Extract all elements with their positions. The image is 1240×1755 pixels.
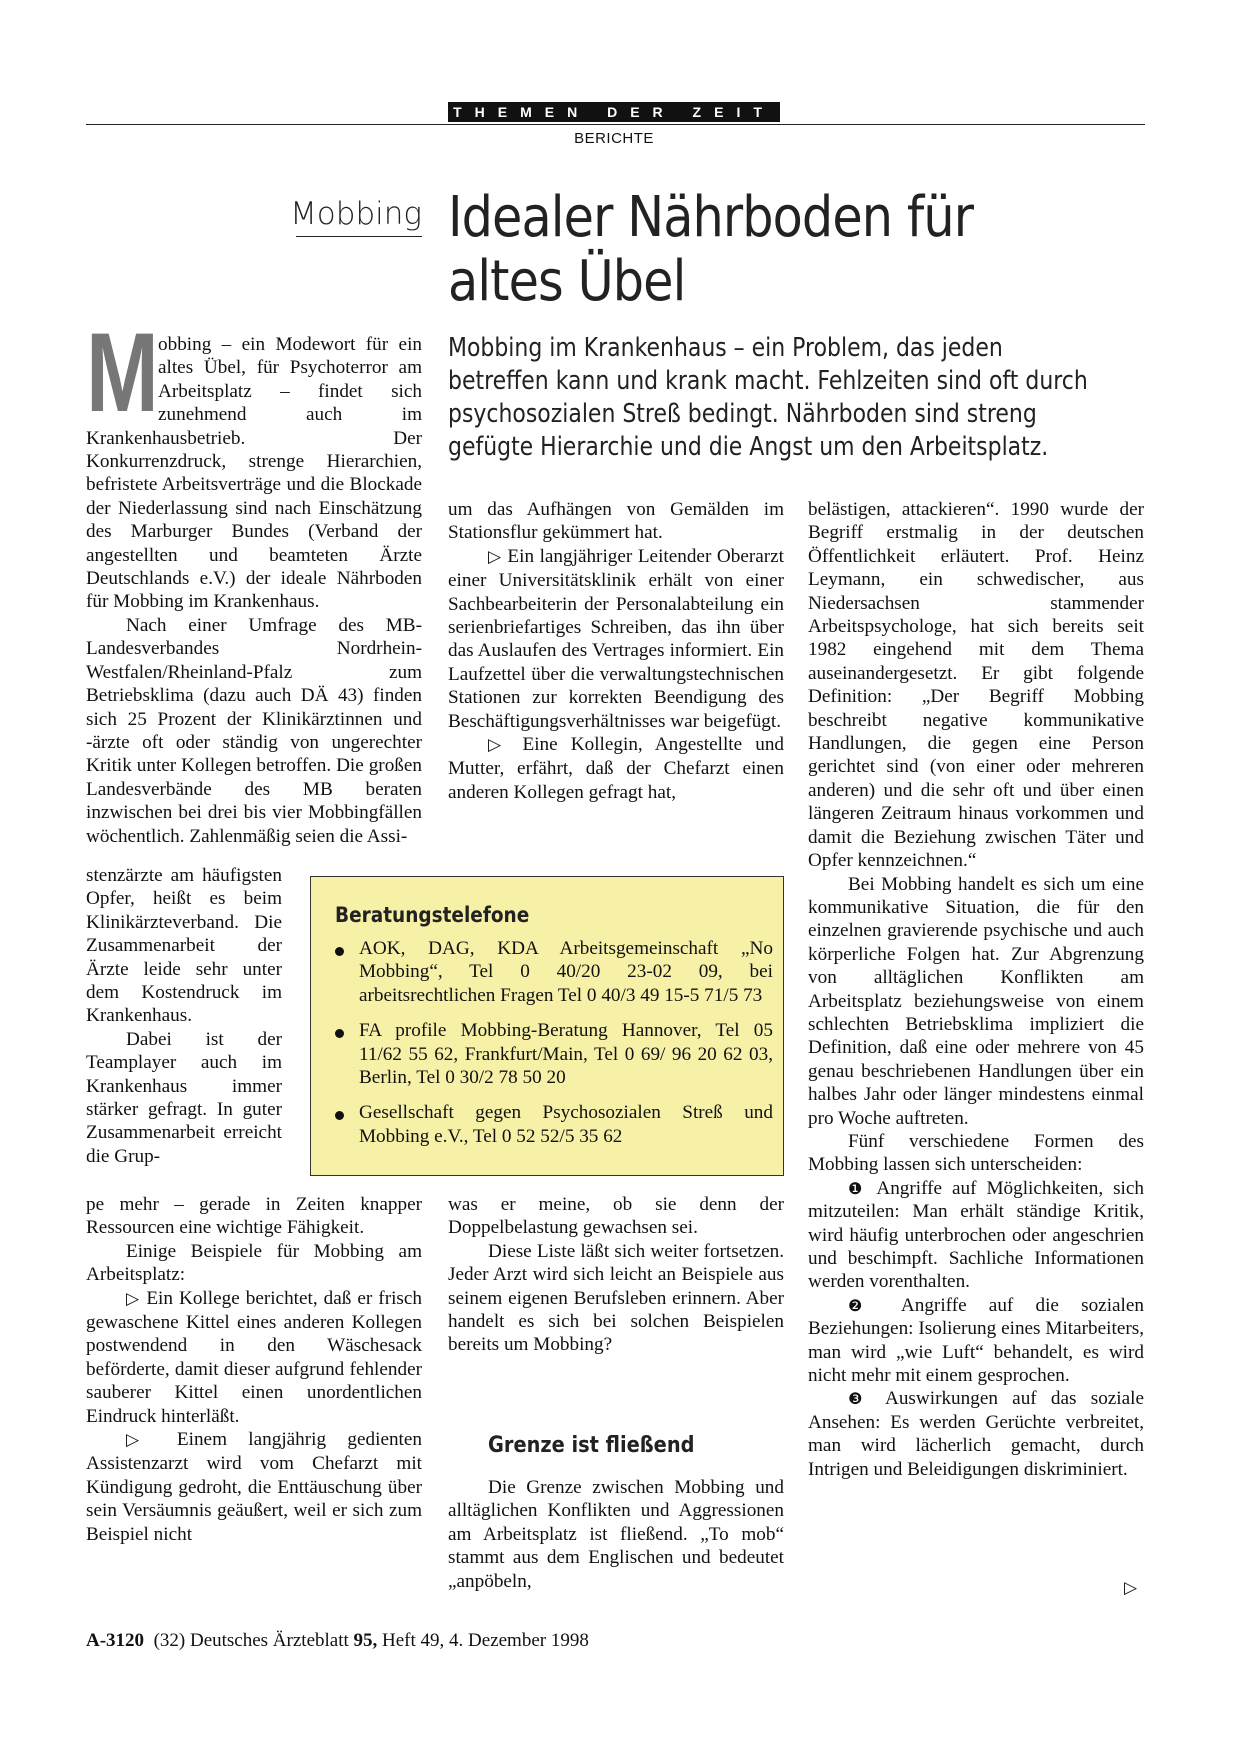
column-1-wrap <box>86 864 282 1168</box>
page-footer <box>86 1630 589 1652</box>
section-rubric: THEMEN DER ZEIT <box>448 102 780 122</box>
list-item-text: Angriffe auf Möglichkeiten, sich mitzuteilen: Man erhält ständige Kritik, wird häufig unterbrochen oder angeschrien und beschimpft. Sachliche Informationen werden vorenthalten. <box>808 1177 1144 1293</box>
number-one-icon: ❶ <box>848 1178 868 1198</box>
footer-publication: (32) Deutsches Ärzteblatt <box>153 1630 349 1651</box>
footer-volume: 95, <box>353 1630 378 1651</box>
hotline-text: FA profile Mobbing-Beratung Hannover, Tel 05 11/62 55 62, Frankfurt/Main, Tel 0 69/ 96 20 62 03, Berlin, Tel 0 30/2 78 50 20 <box>359 1020 773 1089</box>
list-item-text: Auswirkungen auf das soziale Ansehen: Es werden Gerüchte verbreitet, man wird lächerlich gemacht, durch Intrigen und Beleidigungen diskriminiert. <box>808 1388 1144 1480</box>
paragraph: Dabei ist der Teamplayer auch im Krankenhaus immer stärker gefragt. In guter Zusammenarbeit erreicht die Grup- <box>86 1028 282 1167</box>
paragraph: stenzärzte am häufigsten Opfer, heißt es beim Klinikärzteverband. Die Zusammenarbeit der Ärzte leide sehr unter dem Kostendruck im Krankenhaus. <box>86 865 282 1027</box>
section-subrubric: BERICHTE <box>574 130 654 147</box>
hotline-list <box>335 937 773 1160</box>
number-three-icon: ❸ <box>848 1389 872 1409</box>
list-item <box>808 1294 1144 1388</box>
list-item <box>808 1177 1144 1294</box>
paragraph <box>86 310 422 614</box>
triangle-marker-icon: ▷ <box>488 546 502 567</box>
article-lead: Mobbing im Krankenhaus – ein Problem, das jeden betreffen kann und krank macht. Fehlzeiten sind oft durch psychosozialen Streß bedingt. Nährboden sind streng gefügte Hierarchie und die Angst um den Arbeitsplatz. <box>448 333 1088 462</box>
list-item <box>808 1387 1144 1481</box>
paragraph: Die Grenze zwischen Mobbing und alltäglichen Konflikten und Aggressionen am Arbeitsplatz ist fließend. „To mob“ stammt aus dem Englischen und bedeutet „anpöbeln, <box>448 1477 784 1592</box>
paragraph-text: Einem langjährig gedienten Assistenzarzt wird vom Chefarzt mit Kündigung gedroht, die Enttäuschung über sein Versäumnis geäußert, weil er sich zum Beispiel nicht <box>86 1429 422 1545</box>
column-2-bottom <box>448 1193 784 1357</box>
paragraph: Diese Liste läßt sich weiter fortsetzen. Jeder Arzt wird sich leicht an Beispiele aus seinem eigenen Berufsleben erinnern. Aber handelt es sich bei solchen Beispielen bereits um Mobbing? <box>448 1240 784 1356</box>
footer-issue: Heft 49, 4. Dezember 1998 <box>382 1630 589 1651</box>
bullet-icon <box>335 947 344 956</box>
paragraph <box>86 1287 422 1428</box>
column-1-bottom <box>86 1193 422 1546</box>
paragraph-text: Ein Kollege berichtet, daß er frisch gewaschene Kittel eines anderen Kollegen postwendend in den Wäschesack beförderte, damit dieser aufgrund fehlender sauberer Kittel einen unordentlichen Eindruck hinterläßt. <box>86 1287 422 1427</box>
drop-cap: M <box>86 310 159 435</box>
headline-line-2: altes Übel <box>448 249 686 314</box>
continue-triangle-icon: ▷ <box>1124 1578 1138 1598</box>
paragraph: Bei Mobbing handelt es sich um eine kommunikative Situation, die für den einzelnen gravierende psychische und auch körperliche Folgen hat. Zur Abgrenzung von alltäglichen Konflikten am Arbeitsplatz beziehungsweise von einem schlechten Betriebsklima impliziert die Definition, daß eine oder mehrere von 45 genau beschriebenen Handlungen über ein halbes Jahr oder länger mindestens einmal pro Woche auftreten. <box>808 873 1144 1129</box>
box-title: Beratungstelefone <box>335 903 530 927</box>
headline-line-1: Idealer Nährboden für <box>448 185 974 250</box>
hotline-box <box>310 876 784 1176</box>
bullet-icon <box>335 1111 344 1120</box>
triangle-marker-icon: ▷ <box>126 1288 141 1309</box>
column-2-end <box>448 1476 784 1593</box>
paragraph-text: obbing – ein Modewort für ein altes Übel, für Psychoterror am Arbeitsplatz – findet sich zunehmend auch im Krankenhausbetrieb. Der Konkurrenzdruck, strenge Hierarchien, befristete Arbeitsverträge und die Blockade der Niederlassung sind nach Einschätzung des Marburger Bundes (Verband der angestellten und beamteten Ärzte Deutschlands e.V.) der ideale Nährboden für Mobbing im Krankenhaus. <box>86 334 422 613</box>
paragraph-text: Ein langjähriger Leitender Oberarzt einer Universitätsklinik erhält von einer Sachbearbeiterin der Personalabteilung ein serienbriefartiges Schreiben, das ihn über das Auslaufen des Vertrages informiert. Ein Laufzettel über die verwaltungstechnischen Stationen zur korrekten Beendigung des Beschäftigungsverhältnisses war beigefügt. <box>448 545 784 732</box>
paragraph: belästigen, attackieren“. 1990 wurde der Begriff erstmalig in der deutschen Öffentlichkeit erläutert. Prof. Heinz Leymann, ein schwedischer, aus Niedersachsen stammender Arbeitspsychologe, hat sich bereits seit 1982 eingehend mit dem Thema auseinandergesetzt. Er gibt folgende Definition: „Der Begriff Mobbing beschreibt negative kommunikative Handlungen, die gegen eine Person gerichtet sind (von einer oder mehreren anderen) und die sehr oft und über einen längeren Zeitraum hinaus vorkommen und damit die Beziehung zwischen Täter und Opfer kennzeichnen.“ <box>808 499 1144 872</box>
paragraph: Nach einer Umfrage des MB-Landesverbandes Nordrhein-Westfalen/Rheinland-Pfalz zum Betriebsklima (dazu auch DÄ 43) finden sich 25 Prozent der Klinikärztinnen und -ärzte oft oder ständig von ungerechter Kritik unter Kollegen betroffen. Die großen Landesverbände des MB beraten inzwischen bei drei bis vier Mobbingfällen wöchentlich. Zahlenmäßig seien die Assi- <box>86 614 422 847</box>
paragraph: was er meine, ob sie denn der Doppelbelastung gewachsen sei. <box>448 1194 784 1239</box>
section-subheading: Grenze ist fließend <box>488 1433 695 1458</box>
article-kicker: Mobbing <box>290 196 422 232</box>
kicker-underline <box>296 236 422 237</box>
paragraph <box>86 1428 422 1546</box>
header-rule <box>86 124 1145 125</box>
hotline-text: AOK, DAG, KDA Arbeitsgemeinschaft „No Mobbing“, Tel 0 40/20 23-02 09, bei arbeitsrechtlichen Fragen Tel 0 40/3 49 15-5 71/5 73 <box>359 938 773 1006</box>
paragraph: um das Aufhängen von Gemälden im Stationsflur gekümmert hat. <box>448 499 784 544</box>
list-item-text: Angriffe auf die sozialen Beziehungen: Isolierung eines Mitarbeiters, man wird „wie Luft“ behandelt, es wird nicht mehr mit einem gesprochen. <box>808 1294 1144 1387</box>
hotline-item <box>335 937 773 1007</box>
paragraph: pe mehr – gerade in Zeiten knapper Ressourcen eine wichtige Fähigkeit. <box>86 1194 422 1239</box>
hotline-item <box>335 1019 773 1089</box>
paragraph: Fünf verschiedene Formen des Mobbing lassen sich unterscheiden: <box>808 1130 1144 1176</box>
column-1-top <box>86 310 422 848</box>
column-2-top <box>448 498 784 804</box>
bullet-icon <box>335 1029 344 1038</box>
paragraph-text: Eine Kollegin, Angestellte und Mutter, erfährt, daß der Chefarzt einen anderen Kollegen gefragt hat, <box>448 734 785 803</box>
paragraph: Einige Beispiele für Mobbing am Arbeitsplatz: <box>86 1240 422 1286</box>
hotline-text: Gesellschaft gegen Psychosozialen Streß und Mobbing e.V., Tel 0 52 52/5 35 62 <box>359 1102 773 1147</box>
triangle-marker-icon: ▷ <box>126 1430 156 1451</box>
page-number: A-3120 <box>86 1630 145 1651</box>
column-3 <box>808 498 1144 1481</box>
hotline-item <box>335 1101 773 1148</box>
article-headline <box>448 186 1064 314</box>
paragraph <box>448 733 784 804</box>
paragraph <box>448 545 784 733</box>
number-two-icon: ❷ <box>848 1295 880 1315</box>
triangle-marker-icon: ▷ <box>488 735 510 756</box>
